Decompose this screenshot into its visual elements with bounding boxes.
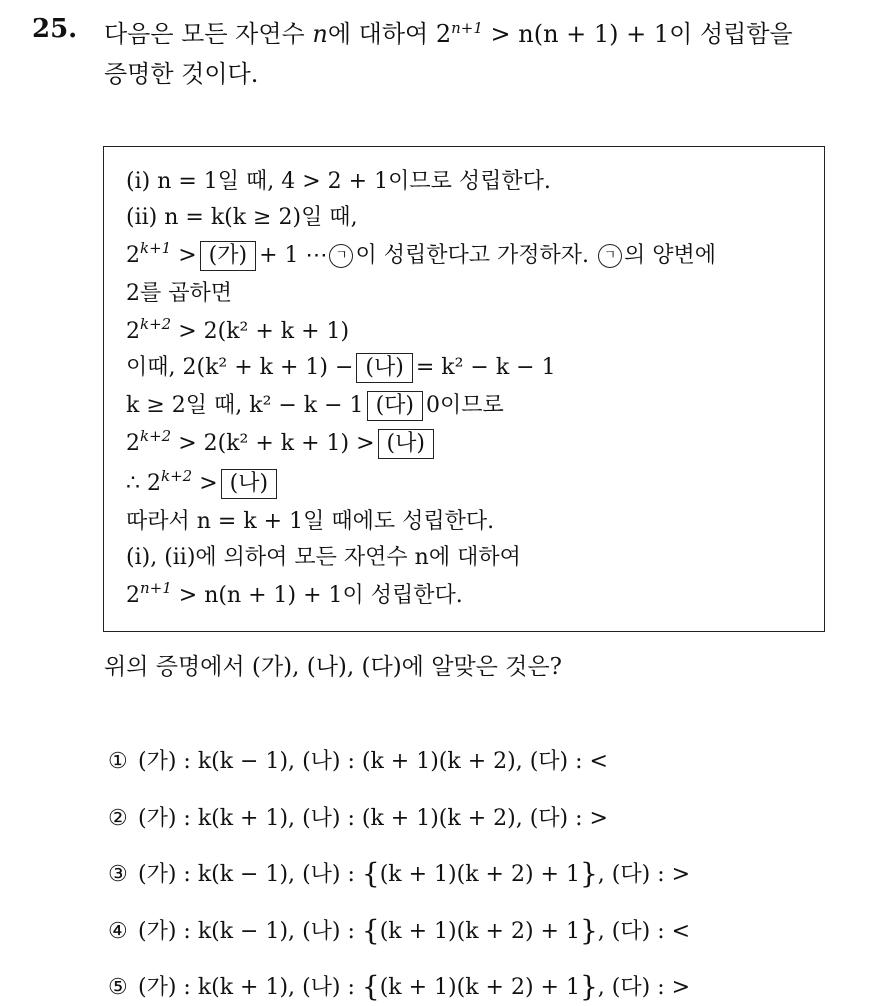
question-stem (104, 14, 874, 94)
circle-label-icon: ㄱ (329, 244, 353, 268)
stem-line-1 (104, 14, 874, 54)
choice-ga: (가) : k(k − 1), (138, 919, 303, 944)
choice-ga: (가) : k(k − 1), (138, 749, 303, 774)
proof-line-3 (126, 241, 716, 271)
proof-line-6 (126, 353, 556, 383)
proof-text: > 2(k² + k + 1) (171, 319, 350, 344)
proof-exponent: k+2 (161, 467, 193, 485)
proof-text: 이때, 2(k² + k + 1) − (126, 355, 354, 380)
choice-da: (다) : > (529, 806, 608, 831)
proof-line-1: (i) n = 1일 때, 4 > 2 + 1이므로 성립한다. (126, 169, 551, 194)
question-text: 위의 증명에서 (가), (나), (다)에 알맞은 것은? (104, 654, 562, 680)
choice-da: (다) : > (611, 862, 691, 887)
proof-line-8 (126, 429, 437, 459)
question-number: 25. (32, 14, 78, 44)
blank-ga: (가) (200, 241, 256, 271)
choice-na: (k + 1)(k + 2) + 1 (379, 862, 580, 887)
proof-exponent: n+1 (140, 579, 172, 597)
choice-ga: (가) : k(k − 1), (138, 862, 303, 887)
stem-variable: n (312, 20, 328, 48)
proof-text: 2 (126, 319, 140, 344)
brace-open: { (361, 857, 380, 890)
blank-na: (나) (221, 469, 277, 499)
proof-text: 0이므로 (425, 393, 504, 418)
choice-da: (다) : > (611, 975, 691, 1000)
brace-open: { (361, 914, 380, 947)
choice-na-label: (나) : (302, 919, 362, 944)
choice-na: (k + 1)(k + 2), (361, 806, 530, 831)
choice-3[interactable] (108, 857, 690, 890)
choice-da: (다) : < (529, 749, 608, 774)
choice-ga: (가) : k(k + 1), (138, 806, 303, 831)
proof-line-7 (126, 391, 504, 421)
proof-line-9 (126, 469, 280, 499)
blank-na: (나) (378, 429, 434, 459)
proof-line-10: 따라서 n = k + 1일 때에도 성립한다. (126, 509, 495, 534)
choice-na-label: (나) : (302, 806, 362, 831)
proof-text: 2 (126, 431, 140, 456)
proof-text: + 1 ⋯ (259, 243, 328, 268)
proof-text: > n(n + 1) + 1이 성립한다. (171, 583, 463, 608)
proof-text: ∴ 2 (126, 471, 161, 496)
blank-na: (나) (356, 353, 412, 383)
brace-close: } (579, 970, 598, 1003)
proof-text: > 2(k² + k + 1) > (171, 431, 375, 456)
proof-text: 2 (126, 583, 140, 608)
brace-close: } (579, 914, 598, 947)
proof-text: > (171, 243, 197, 268)
comma: , (597, 975, 612, 1000)
proof-text: 2 (126, 243, 140, 268)
proof-line-5 (126, 317, 349, 347)
proof-line-2: (ii) n = k(k ≥ 2)일 때, (126, 205, 358, 230)
choice-na-label: (나) : (302, 749, 362, 774)
choice-number: ② (108, 806, 128, 831)
choice-da: (다) : < (611, 919, 691, 944)
proof-box (103, 146, 825, 632)
proof-exponent: k+2 (140, 427, 172, 445)
stem-exponent: n+1 (451, 19, 483, 37)
choice-number: ④ (108, 919, 128, 944)
stem-text: > n(n + 1) + 1이 성립함을 (482, 20, 793, 48)
brace-open: { (361, 970, 380, 1003)
choice-na-label: (나) : (302, 862, 362, 887)
proof-line-4: 2를 곱하면 (126, 281, 232, 306)
proof-line-11: (i), (ii)에 의하여 모든 자연수 n에 대하여 (126, 545, 521, 570)
proof-text: > (192, 471, 218, 496)
stem-text: 다음은 모든 자연수 (104, 20, 313, 48)
proof-text: 의 양변에 (624, 243, 717, 268)
stem-line-2: 증명한 것이다. (104, 60, 259, 88)
circle-label-icon: ㄱ (598, 244, 622, 268)
brace-close: } (579, 857, 598, 890)
proof-text: = k² − k − 1 (415, 355, 556, 380)
choice-ga: (가) : k(k + 1), (138, 975, 303, 1000)
proof-text: k ≥ 2일 때, k² − k − 1 (126, 393, 364, 418)
blank-da: (다) (367, 391, 423, 421)
choice-na-label: (나) : (302, 975, 362, 1000)
comma: , (597, 919, 612, 944)
proof-exponent: k+2 (140, 315, 172, 333)
choice-na: (k + 1)(k + 2) + 1 (379, 919, 580, 944)
choice-number: ① (108, 749, 128, 774)
proof-exponent: k+1 (140, 239, 172, 257)
choice-number: ⑤ (108, 975, 128, 1000)
choice-4[interactable] (108, 914, 690, 947)
comma: , (597, 862, 612, 887)
choice-1[interactable] (108, 744, 608, 775)
choice-2[interactable] (108, 801, 608, 832)
choice-na: (k + 1)(k + 2) + 1 (379, 975, 580, 1000)
proof-line-12 (126, 581, 463, 611)
stem-text: 에 대하여 2 (327, 20, 452, 48)
choice-number: ③ (108, 862, 128, 887)
choice-5[interactable] (108, 970, 690, 1003)
choice-na: (k + 1)(k + 2), (361, 749, 530, 774)
proof-text: 이 성립한다고 가정하자. (355, 243, 589, 268)
